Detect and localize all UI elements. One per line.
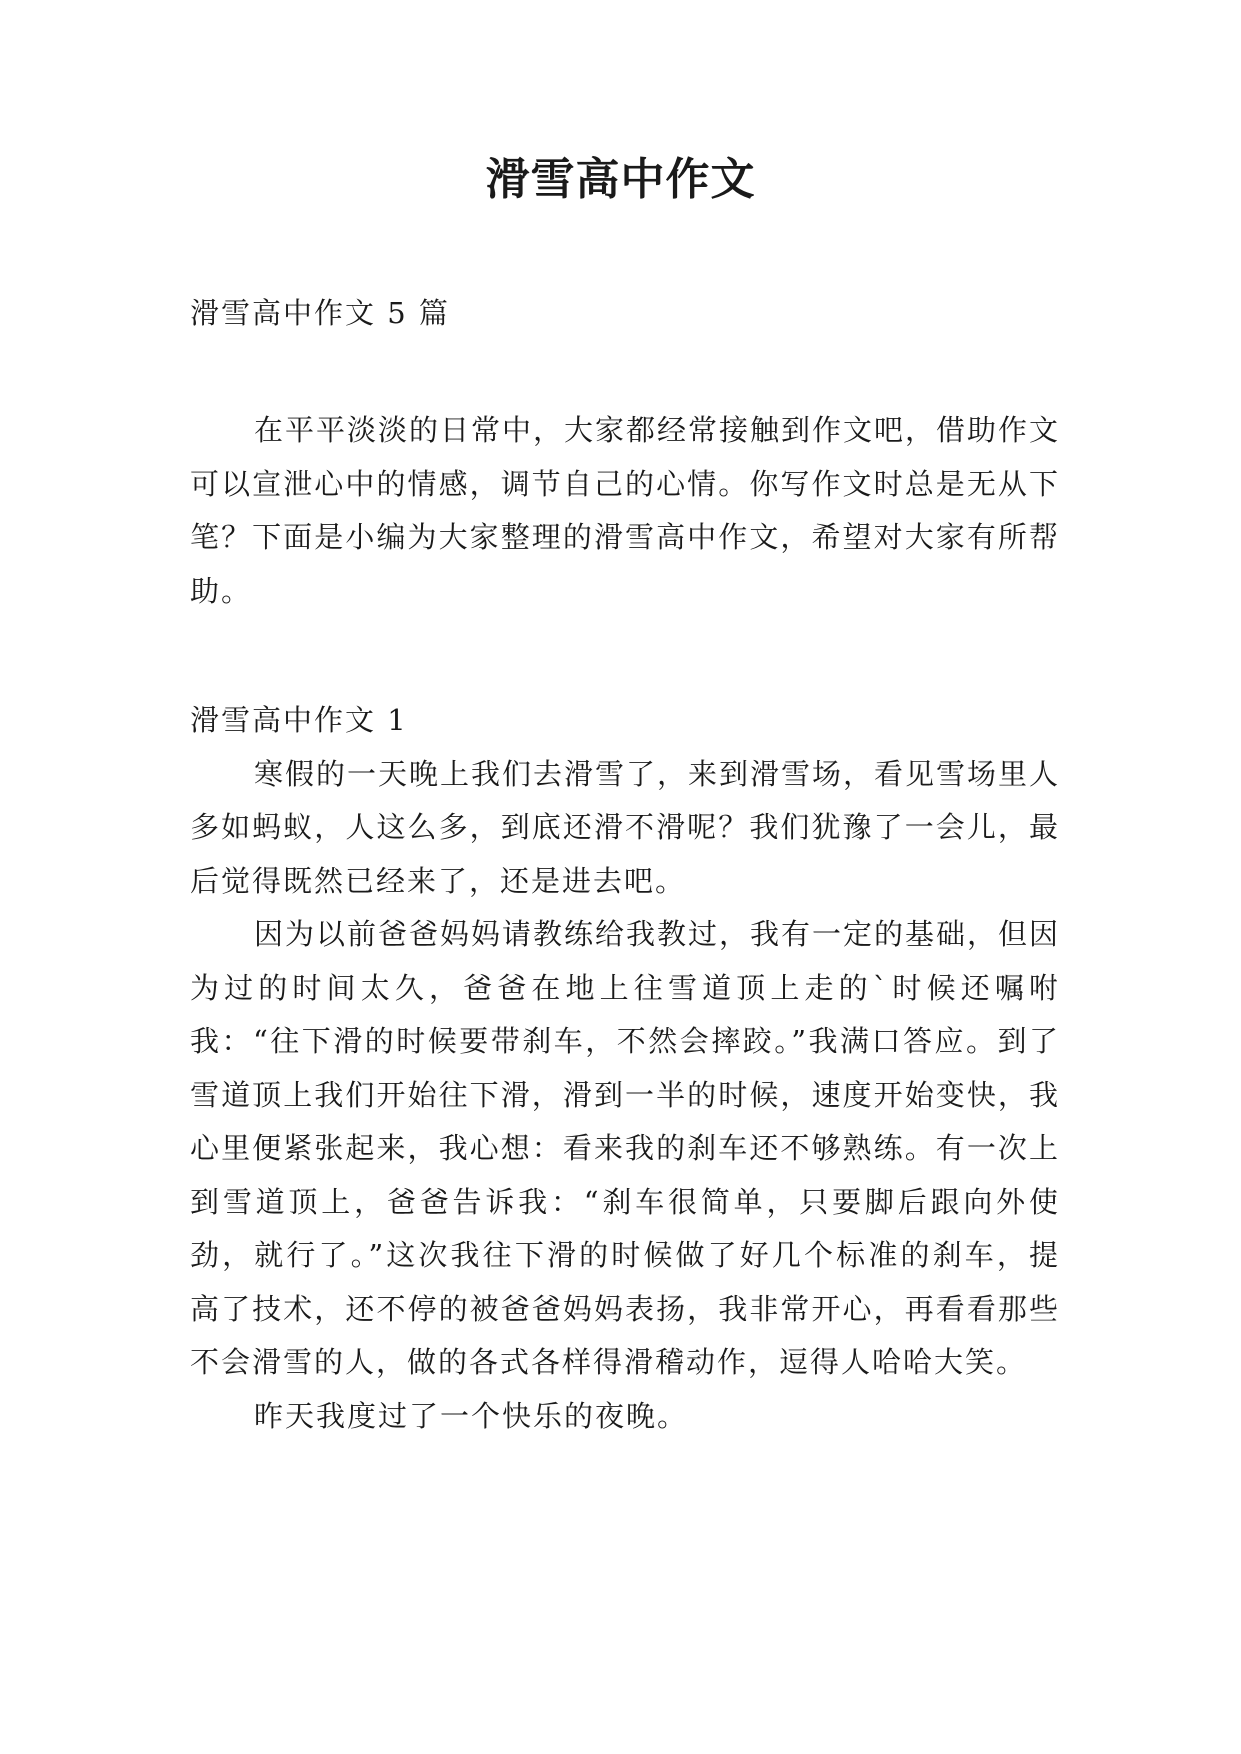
intro-paragraph: 在平平淡淡的日常中，大家都经常接触到作文吧，借助作文可以宣泄心中的情感，调节自己的心情。你写作文时总是无从下笔？下面是小编为大家整理的滑雪高中作文，希望对大家有所帮助。 xyxy=(190,413,1061,608)
subtitle-text: 滑雪高中作文 5 篇 xyxy=(190,296,450,330)
essay-paragraph: 昨天我度过了一个快乐的夜晚。 xyxy=(254,1398,689,1433)
essay-paragraph: 因为以前爸爸妈妈请教练给我教过，我有一定的基础，但因为过的时间太久，爸爸在地上往雪道顶上走的`时候还嘱咐我：“往下滑的时候要带刹车，不然会摔跤。”我满口答应。到了雪道顶上我们开始往下滑，滑到一半的时候，速度开始变快，我心里便紧张起来，我心想：看来我的刹车还不够熟练。有一次上到雪道顶上，爸爸告诉我：“刹车很简单，只要脚后跟向外使劲，就行了。”这次我往下滑的时候做了好几个标准的刹车，提高了技术，还不停的被爸爸妈妈表扬，我非常开心，再看看那些不会滑雪的人，做的各式各样得滑稽动作，逗得人哈哈大笑。 xyxy=(190,917,1061,1379)
document-title: 滑雪高中作文 xyxy=(485,154,756,205)
essay-heading: 滑雪高中作文 1 xyxy=(190,703,408,737)
essay-paragraph: 寒假的一天晚上我们去滑雪了，来到滑雪场，看见雪场里人多如蚂蚁，人这么多，到底还滑不滑呢？我们犹豫了一会儿，最后觉得既然已经来了，还是进去吧。 xyxy=(190,756,1061,898)
intro-section xyxy=(190,404,1060,618)
essay-section xyxy=(190,694,1060,1443)
document-subtitle xyxy=(190,287,1060,341)
